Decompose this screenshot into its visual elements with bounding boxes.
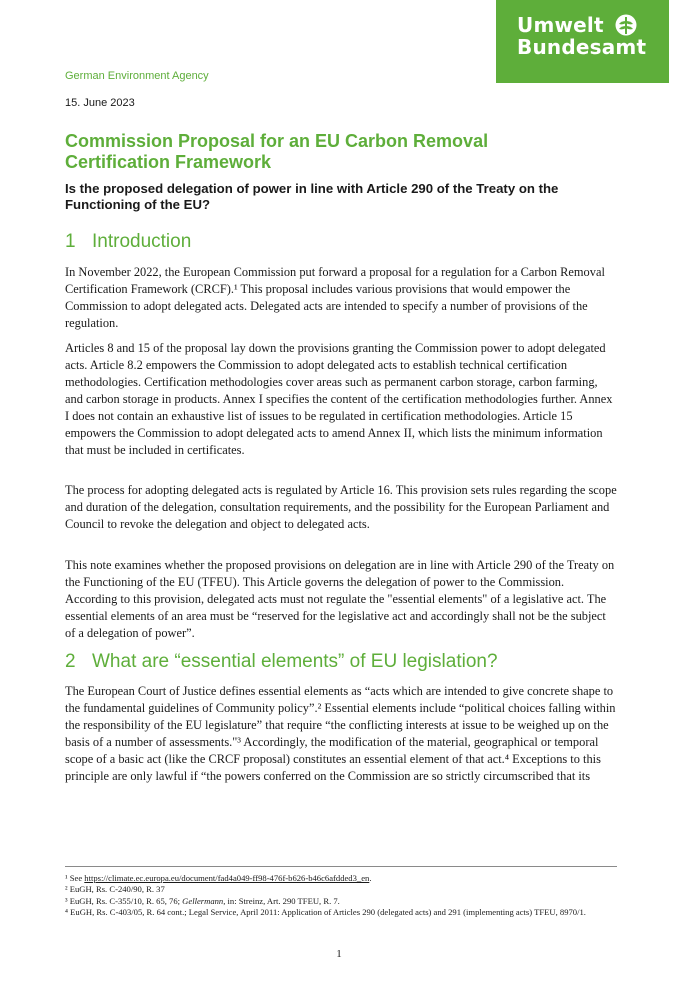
footnote-1-prefix: ¹ See bbox=[65, 873, 85, 883]
footnote-3 bbox=[65, 896, 617, 907]
footnote-4: ⁴ EuGH, Rs. C-403/05, R. 64 cont.; Legal Service, April 2011: Application of Articles 290 (delegated acts) and 291 (implementing acts) TFEU, 8970/1. bbox=[65, 907, 586, 918]
section-1-paragraph-1: In November 2022, the European Commission put forward a proposal for a regulation for a Carbon Removal Certification Framework (CRCF).¹ This proposal includes various provisions that would empower the Commission to adopt delegated acts. Delegated acts are intended to specify a number of provisions of the regulation. bbox=[65, 265, 605, 330]
umweltbundesamt-logo bbox=[496, 0, 669, 83]
section-1-paragraph-4: This note examines whether the proposed provisions on delegation are in line with Article 290 of the Treaty on the Functioning of the EU (TFEU). This Article governs the delegation of power to the Commission. According to this provision, delegated acts must not regulate the "essential elements" of a legislative act. The essential elements of an area must be “reserved for the legislative act and accordingly shall not be the subject of a delegation of power”. bbox=[65, 558, 615, 640]
footnote-1-link[interactable]: https://climate.ec.europa.eu/document/fad4a049-ff98-476f-b626-b46c6afdded3_en bbox=[84, 873, 370, 883]
section-1-title: Introduction bbox=[92, 231, 192, 252]
publication-date: 15. June 2023 bbox=[65, 97, 135, 109]
logo-line-1: Umwelt bbox=[517, 13, 604, 37]
tree-logo-icon bbox=[615, 14, 637, 36]
logo-line-2: Bundesamt bbox=[517, 35, 647, 59]
footnote-1-suffix: . bbox=[369, 873, 372, 883]
footnote-1 bbox=[65, 873, 617, 884]
document-title: Commission Proposal for an EU Carbon Removal Certification Framework bbox=[65, 131, 489, 172]
document-subtitle: Is the proposed delegation of power in line with Article 290 of the Treaty on the Functioning of the EU? bbox=[65, 181, 559, 212]
footnotes bbox=[65, 873, 617, 919]
footnote-2: ² EuGH, Rs. C-240/90, R. 37 bbox=[65, 884, 165, 895]
section-2-number: 2 bbox=[65, 651, 76, 672]
section-2-title: What are “essential elements” of EU legislation? bbox=[92, 651, 498, 672]
footnote-3-prefix: ³ EuGH, Rs. C-355/10, R. 65, 76; bbox=[65, 895, 183, 906]
footnote-3-author: Gellermann bbox=[182, 895, 224, 906]
footnote-3-suffix: , in: Streinz, Art. 290 TFEU, R. 7. bbox=[223, 895, 340, 906]
section-1-heading bbox=[65, 231, 191, 253]
section-1-paragraph-2: Articles 8 and 15 of the proposal lay down the provisions granting the Commission power to adopt delegated acts. Article 8.2 empowers the Commission to adopt delegated acts to establish technical certification methodologies. Certification methodologies cover areas such as permanent carbon storage, carbon farming, and carbon storage in products. Annex I specifies the content of the certification methodologies further. Annex I does not contain an exhaustive list of issues to be regulated in certification methodologies. Article 15 empowers the Commission to adopt delegated acts to amend Annex II, which lists the minimum information that must be included in certificates. bbox=[65, 341, 613, 457]
section-1-number: 1 bbox=[65, 231, 76, 252]
agency-name: German Environment Agency bbox=[65, 70, 209, 82]
section-2-paragraph-1: The European Court of Justice defines essential elements as “acts which are intended to give concrete shape to the fundamental guidelines of Community policy”.² Essential elements include “political choices falling within the responsibility of the EU legislature” that require “the conflicting interests at issue to be weighed up on the basis of a number of assessments."³ Accordingly, the modification of the material, geographical or temporal scope of a basic act (like the CRCF proposal) constitutes an essential element of that act.⁴ Exceptions to this principle are only lawful if “the powers conferred on the Commission are so strictly circumscribed that its bbox=[65, 684, 616, 783]
section-1-paragraph-3: The process for adopting delegated acts is regulated by Article 16. This provision sets rules regarding the scope and duration of the delegation, consultation requirements, and the possibility for the European Parliament and Council to revoke the delegation and object to delegated acts. bbox=[65, 483, 617, 531]
page-number: 1 bbox=[336, 948, 342, 960]
section-2-heading bbox=[65, 651, 498, 673]
footnote-separator bbox=[65, 866, 617, 867]
